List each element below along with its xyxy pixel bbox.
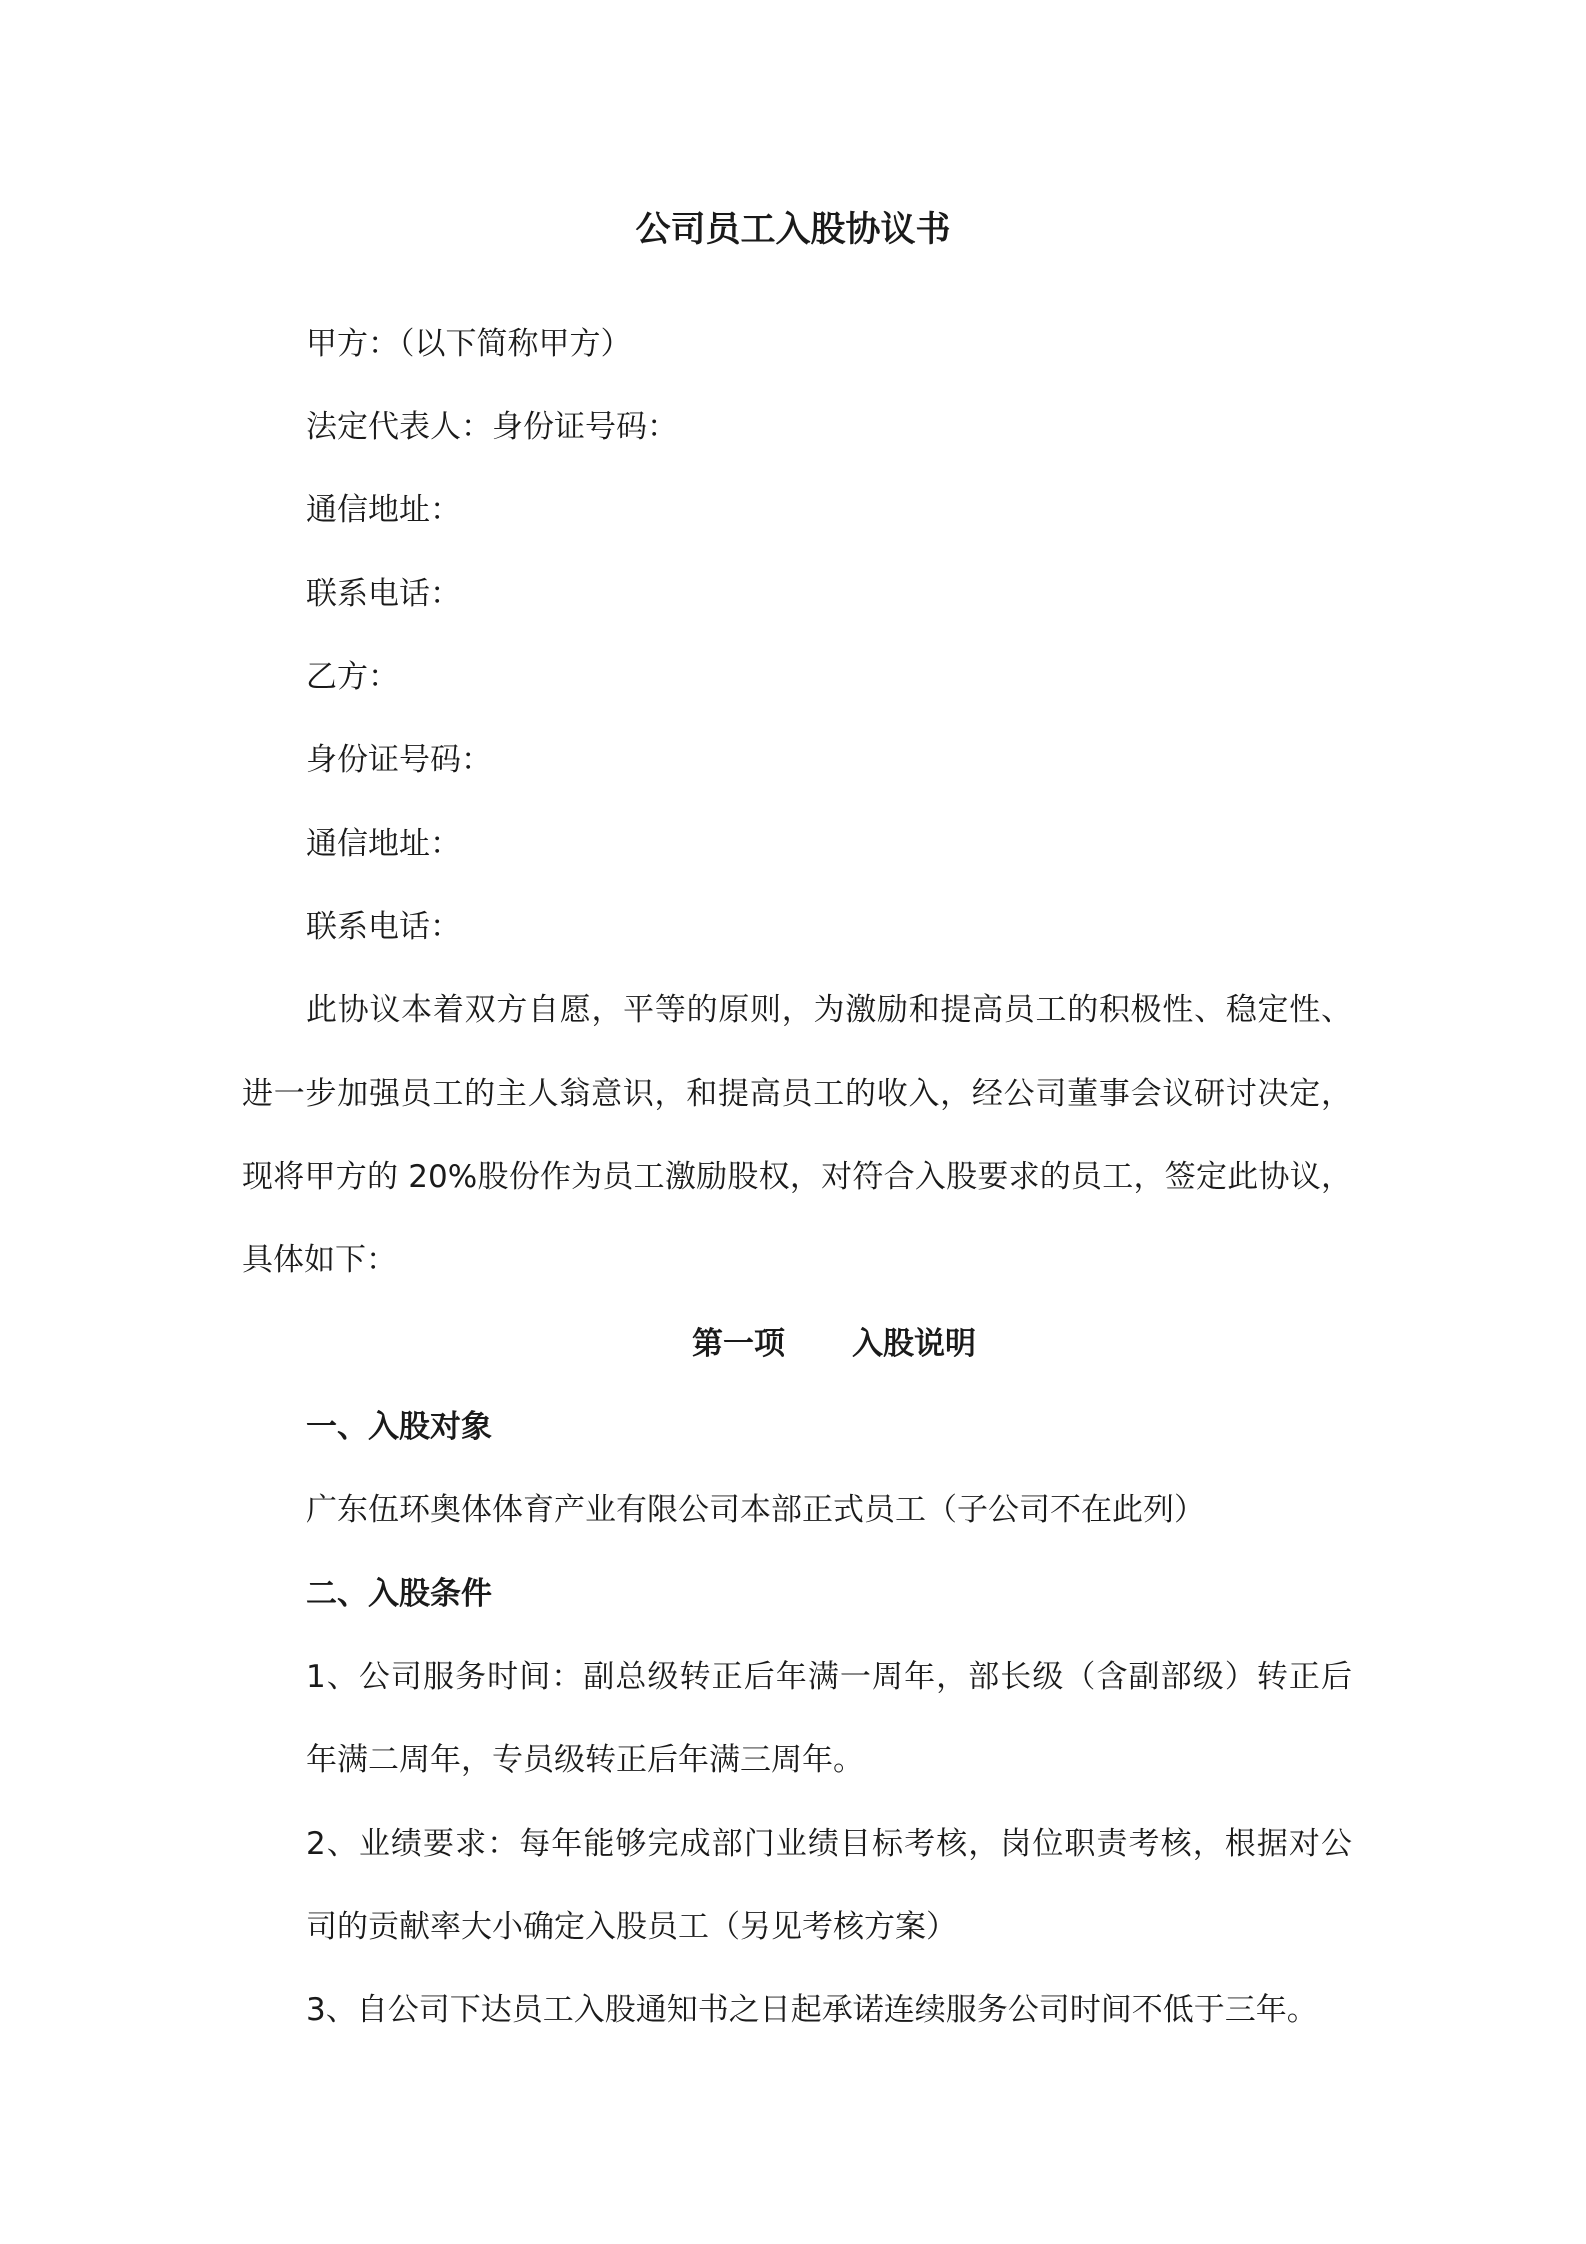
- condition-1-line-1: 1、公司服务时间：副总级转正后年满一周年，部长级（含副部级）转正后: [306, 1659, 1352, 1695]
- condition-1-line-2: 年满二周年，专员级转正后年满三周年。: [306, 1742, 864, 1778]
- section-number: 第一项: [692, 1326, 785, 1362]
- document-title: 公司员工入股协议书: [635, 210, 951, 250]
- condition-2-line-1: 2、业绩要求：每年能够完成部门业绩目标考核，岗位职责考核，根据对公: [306, 1826, 1352, 1862]
- preamble-line-1: 此协议本着双方自愿，平等的原则，为激励和提高员工的积极性、稳定性、: [306, 992, 1352, 1028]
- party-b-id-line: 身份证号码：: [306, 742, 492, 778]
- party-b-address-line: 通信地址：: [306, 826, 461, 862]
- condition-2-line-2: 司的贡献率大小确定入股员工（另见考核方案）: [306, 1909, 957, 1945]
- preamble-line-3: 现将甲方的 20%股份作为员工激励股权，对符合入股要求的员工，签定此协议，: [242, 1159, 1352, 1195]
- section-name: 入股说明: [852, 1326, 976, 1362]
- party-a-address-line: 通信地址：: [306, 492, 461, 528]
- condition-3-line: 3、自公司下达员工入股通知书之日起承诺连续服务公司时间不低于三年。: [306, 1992, 1318, 2028]
- preamble-line-2: 进一步加强员工的主人翁意识，和提高员工的收入，经公司董事会议研讨决定，: [242, 1076, 1352, 1112]
- party-b-phone-line: 联系电话：: [306, 909, 461, 945]
- party-b-name-line: 乙方：: [306, 659, 399, 695]
- party-a-name-line: 甲方：（以下简称甲方）: [306, 326, 632, 362]
- party-a-representative-line: 法定代表人：身份证号码：: [306, 409, 678, 445]
- subsection-1-heading: 一、入股对象: [306, 1409, 492, 1445]
- preamble-line-4: 具体如下：: [242, 1242, 397, 1278]
- subsection-1-body: 广东伍环奥体体育产业有限公司本部正式员工（子公司不在此列）: [306, 1492, 1205, 1528]
- subsection-2-heading: 二、入股条件: [306, 1576, 492, 1612]
- party-a-phone-line: 联系电话：: [306, 576, 461, 612]
